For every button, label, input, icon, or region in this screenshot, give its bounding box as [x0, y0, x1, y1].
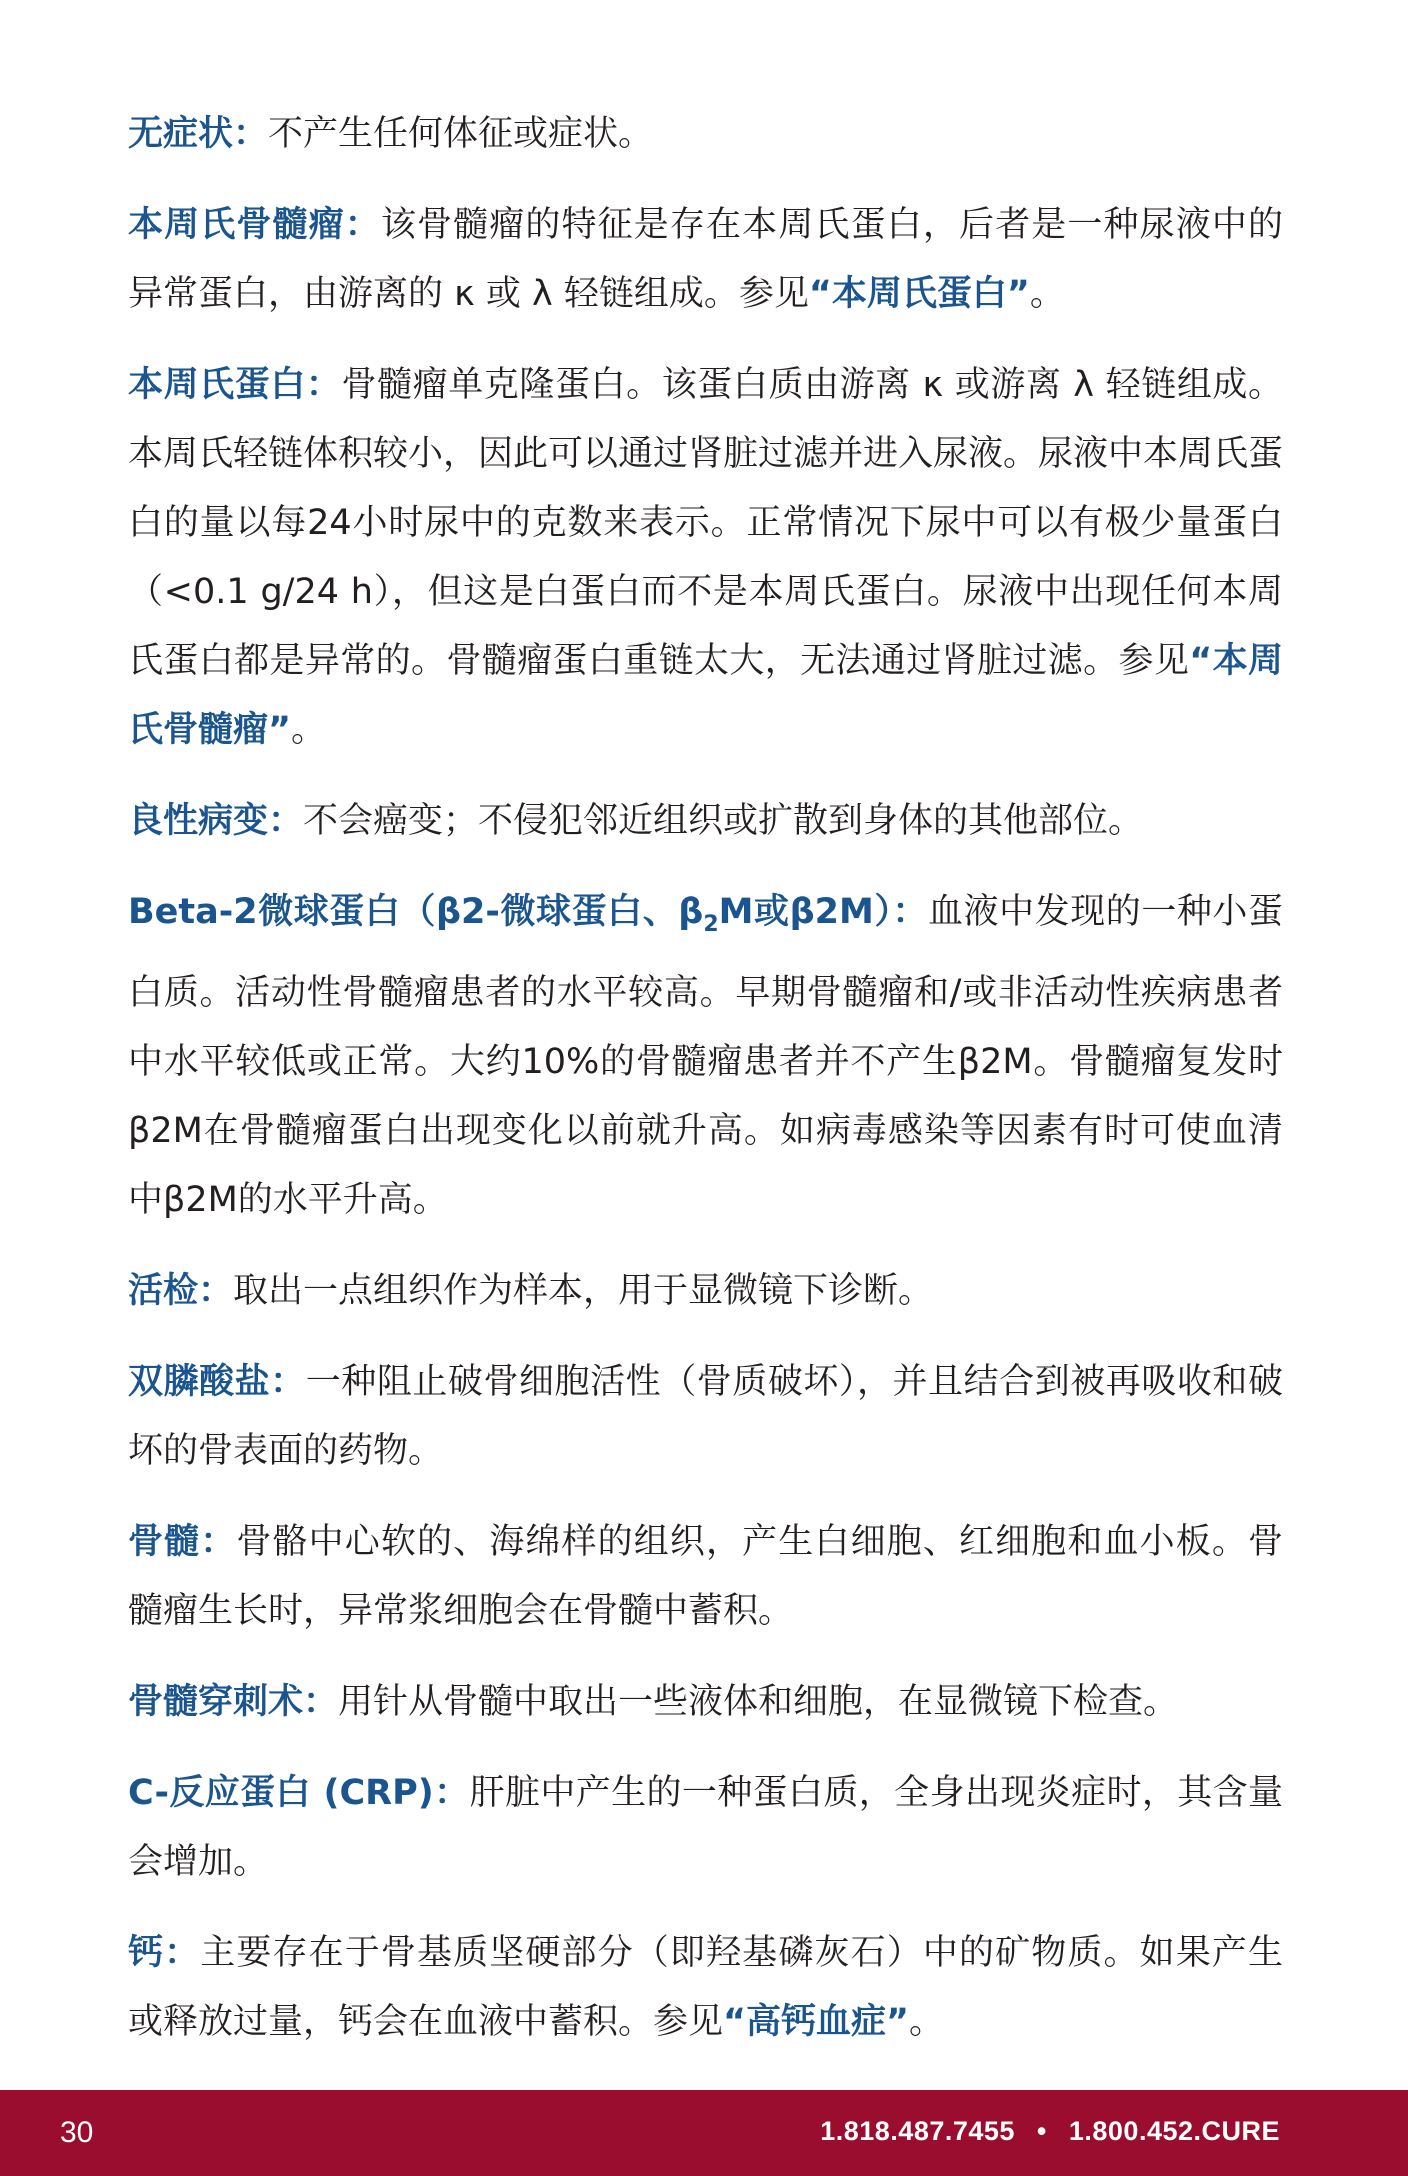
glossary-entry-crp	[128, 1759, 1283, 1897]
bullet-separator: •	[1036, 2116, 1047, 2146]
term-part: M或β2M）：	[718, 892, 928, 932]
cross-reference-link[interactable]: “高钙血症”	[723, 2002, 910, 2042]
glossary-definition: 用针从骨髓中取出一些液体和细胞，在显微镜下检查。	[338, 1682, 1179, 1722]
page-number: 30	[60, 2116, 94, 2149]
glossary-entry-asymptomatic	[128, 100, 1283, 169]
glossary-term: 无症状：	[128, 114, 269, 154]
glossary-entry-bence-jones-protein	[128, 351, 1283, 765]
definition-end: 。	[1029, 274, 1065, 314]
glossary-term: 本周氏蛋白：	[128, 365, 342, 405]
glossary-definition: 血液中发现的一种小蛋白质。活动性骨髓瘤患者的水平较高。早期骨髓瘤和/或非活动性疾病患者中水平较低或正常。大约10%的骨髓瘤患者并不产生β2M。骨髓瘤复发时β2M在骨髓瘤蛋白出现变化以前就升高。如病毒感染等因素有时可使血清中β2M的水平升高。	[128, 892, 1283, 1220]
glossary-definition: 骨髓瘤单克隆蛋白。该蛋白质由游离 κ 或游离 λ 轻链组成。本周氏轻链体积较小，因此可以通过肾脏过滤并进入尿液。尿液中本周氏蛋白的量以每24小时尿中的克数来表示。正常情况下尿中可以有极少量蛋白（<0.1 g/24 h），但这是白蛋白而不是本周氏蛋白。尿液中出现任何本周氏蛋白都是异常的。骨髓瘤蛋白重链太大，无法通过肾脏过滤。参见	[128, 365, 1284, 681]
definition-end: 。	[909, 2002, 945, 2042]
glossary-entry-calcium	[128, 1919, 1283, 2057]
term-subscript: 2	[703, 912, 719, 937]
glossary-term: 骨髓穿刺术：	[128, 1682, 339, 1722]
glossary-term: 骨髓：	[128, 1522, 237, 1562]
glossary-definition: 骨骼中心软的、海绵样的组织，产生白细胞、红细胞和血小板。骨髓瘤生长时，异常浆细胞会在骨髓中蓄积。	[128, 1522, 1283, 1631]
phone-number-2[interactable]: 1.800.452.CURE	[1068, 2116, 1280, 2146]
glossary-term	[128, 892, 928, 937]
glossary-definition: 主要存在于骨基质坚硬部分（即羟基磷灰石）中的矿物质。如果产生或释放过量，钙会在血液中蓄积。参见	[128, 1933, 1283, 2042]
glossary-entry-bone-marrow	[128, 1508, 1283, 1646]
glossary-entry-benign	[128, 787, 1283, 856]
glossary-term: 钙：	[128, 1933, 201, 1973]
glossary-term: 本周氏骨髓瘤：	[128, 205, 381, 245]
glossary-term: 活检：	[128, 1271, 234, 1311]
cross-reference-link[interactable]: “本周氏蛋白”	[808, 274, 1030, 314]
glossary-entry-bone-marrow-aspiration	[128, 1668, 1283, 1737]
glossary-entry-bisphosphonate	[128, 1348, 1283, 1486]
phone-number-1[interactable]: 1.818.487.7455	[820, 2116, 1015, 2146]
glossary-definition: 肝脏中产生的一种蛋白质，全身出现炎症时，其含量会增加。	[128, 1773, 1283, 1882]
glossary-definition: 不会癌变；不侵犯邻近组织或扩散到身体的其他部位。	[303, 801, 1144, 841]
definition-end: 。	[291, 710, 327, 750]
term-part: Beta-2微球蛋白（β2-微球蛋白、β	[128, 892, 704, 932]
glossary-definition: 取出一点组织作为样本，用于显微镜下诊断。	[233, 1271, 934, 1311]
page-footer	[0, 2090, 1408, 2176]
glossary-term: 双膦酸盐：	[128, 1362, 306, 1402]
glossary-entry-bence-jones-myeloma	[128, 191, 1283, 329]
glossary-definition: 该骨髓瘤的特征是存在本周氏蛋白，后者是一种尿液中的异常蛋白，由游离的 κ 或 λ 轻链组成。参见	[128, 205, 1283, 314]
glossary-entry-biopsy	[128, 1257, 1283, 1326]
cross-reference-link[interactable]: “本周氏骨髓瘤”	[128, 641, 1283, 750]
glossary-definition: 一种阻止破骨细胞活性（骨质破坏），并且结合到被再吸收和破坏的骨表面的药物。	[128, 1362, 1283, 1471]
glossary-term: 良性病变：	[128, 801, 304, 841]
glossary-list	[128, 100, 1283, 2079]
glossary-term: C-反应蛋白 (CRP)：	[128, 1773, 470, 1813]
glossary-definition: 不产生任何体征或症状。	[268, 114, 654, 154]
glossary-entry-beta2-microglobulin	[128, 878, 1283, 1235]
contact-phones	[820, 2116, 1280, 2147]
